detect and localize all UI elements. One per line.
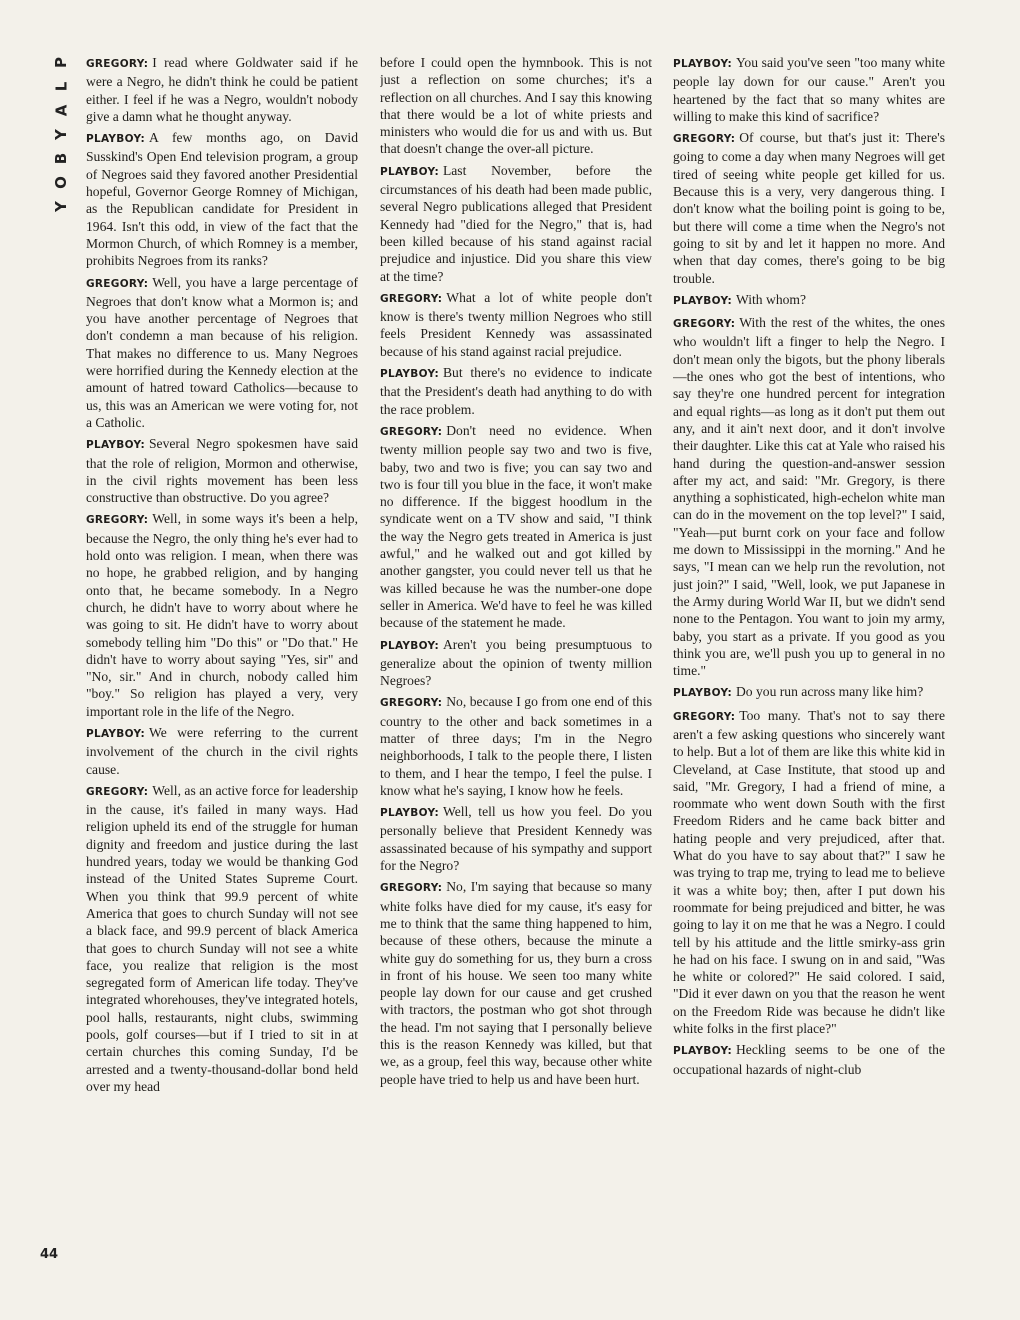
paragraph-text: But there's no evidence to indicate that the President's death had anything to do with the race problem. (380, 365, 652, 417)
paragraph-text: before I could open the hymnbook. This is not just a reflection on some churches; it's a reflection on all churches. And I say this knowing that there would be a lot of white priests and ministers who would die for us and with us. But that doesn't change the over-all picture. (380, 55, 652, 157)
speaker-label: PLAYBOY: (673, 687, 732, 700)
speaker-label: PLAYBOY: (673, 1045, 732, 1058)
interview-paragraph (86, 435, 358, 506)
interview-paragraph (380, 54, 652, 158)
interview-paragraph (380, 878, 652, 1088)
interview-paragraph (380, 693, 652, 799)
masthead-letter: Y (52, 128, 70, 140)
speaker-label: PLAYBOY: (86, 727, 145, 740)
paragraph-text: Well, as an active force for leadership in the cause, it's failed in many ways. Had religion upheld its end of the struggle for human dignity and freedom and justice during the last hundred years, today we would be thanking God instead of the United States Supreme Court. When you think that 99.9 percent of white America that goes to church Sunday will not see a black face, and 99.9 percent of black America that goes to church Sunday will not see a white face, you realize that religion is the most segregated form of American life today. They've integrated whorehouses, they've integrated hotels, pool halls, restaurants, night clubs, swimming pools, golf courses—but if I tried to sit in at certain churches this coming Sunday, I'd be arrested and a twenty-thousand-dollar bond held over my head (86, 782, 358, 1094)
interview-paragraph (86, 782, 358, 1095)
paragraph-text: With whom? (735, 291, 807, 307)
paragraph-text: I read where Goldwater said if he were a Negro, he didn't think he could be patient either. I feel if he was a Negro, wouldn't nobody give a damn what he thought anyway. (86, 55, 358, 124)
speaker-label: GREGORY: (380, 292, 443, 305)
paragraph-text: Heckling seems to be one of the occupational hazards of night-club (673, 1042, 945, 1077)
paragraph-text: Too many. That's not to say there aren't a few asking questions who sincerely want to help. But a lot of them are like this white kid in Cleveland, at Case Institute, that stood up and said, "Mr. Gregory, I had a friend of mine, a roommate who went down South with the first Freedom Riders and he came back bitter and hating people and very prejudiced, after that. What do you have to say about that?" I saw he was trying to trap me, trying to lead me to believe it was a white boy; then, after I put down his roommate for being prejudiced and bitter, he was going to lay it on me that he was a Negro. I could tell by his attitude and the little smirky-ass grin he had on his face. I swung on in and said, "Was he white or colored?" He said colored. I said, "Did it ever dawn on you that the reason he went on the Freedom Ride was because he didn't like white folks in the first place?" (673, 707, 945, 1037)
masthead-letter: Y (52, 200, 70, 212)
interview-paragraph (86, 274, 358, 432)
paragraph-text: A few months ago, on David Susskind's Open End television program, a group of Negroes said they favored another Presidential hopeful, Governor George Romney of Michigan, as the Republican candidate for President in 1964. Isn't this odd, in view of the fact that the Mormon Church, of which Romney is a member, prohibits Negroes from its ranks? (86, 130, 358, 269)
interview-paragraph (380, 162, 652, 285)
speaker-label: GREGORY: (380, 425, 443, 438)
interview-paragraph (380, 636, 652, 690)
interview-paragraph (673, 129, 945, 287)
masthead-letter: A (51, 103, 70, 117)
paragraph-text: Last November, before the circumstances of his death had been made public, several Negro publications alleged that President Kennedy had "died for the Negro," that is, had been killed because of his stand against racial prejudice and injustice. Did you share this view at the time? (380, 162, 652, 284)
speaker-label: GREGORY: (86, 785, 149, 798)
interview-paragraph (673, 1041, 945, 1078)
speaker-label: PLAYBOY: (380, 807, 439, 820)
interview-paragraph (380, 289, 652, 360)
masthead-letter: O (51, 175, 70, 189)
speaker-label: PLAYBOY: (673, 294, 732, 307)
interview-paragraph (86, 510, 358, 720)
interview-paragraph (380, 803, 652, 874)
page-number: 44 (40, 1247, 59, 1262)
paragraph-text: Well, you have a large percentage of Negroes that don't know what a Mormon is; and you have another percentage of Negroes that don't condemn a man because of his religion. That makes no difference to us. Many Negroes were horrified during the Kennedy election at the amount of hatred toward Catholics—because to us, this was an American we were voting for, not a Catholic. (86, 274, 358, 430)
interview-paragraph (86, 129, 358, 269)
speaker-label: GREGORY: (86, 277, 149, 290)
interview-paragraph (673, 54, 945, 125)
interview-paragraph (673, 683, 945, 702)
speaker-label: PLAYBOY: (86, 133, 145, 146)
interview-paragraph (86, 724, 358, 778)
speaker-label: PLAYBOY: (86, 439, 145, 452)
paragraph-text: What a lot of white people don't know is there's twenty million Negroes who still feels President Kennedy was assassinated because of his stand against racial prejudice. (380, 289, 652, 359)
interview-paragraph (673, 291, 945, 310)
paragraph-text: No, because I go from one end of this country to the other and back sometimes in a matter of three days; I'm in the Negro neighborhoods, I talk to the people there, I listen to them, and I hear the tempo, I feel the pulse. I know what he's saying, I know how he feels. (380, 694, 652, 798)
speaker-label: GREGORY: (380, 882, 443, 895)
speaker-label: GREGORY: (673, 318, 736, 331)
interview-paragraph (673, 707, 945, 1038)
paragraph-text: No, I'm saying that because so many white folks have died for my cause, it's easy for me to think that the same thing happened to him, because of these others, because the minute a white guy do something for us, they burn a cross in front of his house. We seen too many white people lay down for our cause and get crushed with tractors, the postman who got shot through the head. I'm not saying that I personally believe this is the reason Kennedy was killed, but that we, as a group, feel this way, because other white people have tried to help us and have been hurt. (380, 879, 652, 1087)
speaker-label: GREGORY: (86, 514, 149, 527)
speaker-label: PLAYBOY: (380, 165, 439, 178)
interview-paragraph (380, 422, 652, 632)
paragraph-text: Several Negro spokesmen have said that the role of religion, Mormon and otherwise, in the civil rights movement has been less constructive than obstructive. Do you agree? (86, 436, 358, 506)
paragraph-text: You said you've seen "too many white people lay down for our cause." Aren't you heartened by the fact that so many whites are willing to make this kind of sacrifice? (673, 55, 945, 124)
speaker-label: PLAYBOY: (380, 368, 439, 381)
paragraph-text: Aren't you being presumptuous to generalize about the opinion of twenty million Negroes? (380, 636, 652, 689)
masthead-letter: P (52, 56, 70, 68)
speaker-label: GREGORY: (86, 58, 149, 70)
interview-paragraph (673, 314, 945, 679)
paragraph-text: Well, in some ways it's been a help, because the Negro, the only thing he's ever had to hold onto was religion. I mean, when there was no hope, he grabbed religion, and by hanging onto that, he became somebody. In a Negro church, he didn't have to worry about where he was going to sit. He didn't have to worry about somebody telling him "Do this" or "Do that." He didn't have to worry about saying "Yes, sir" and "No, sir." And in church, nobody called him "boy." So religion has played a very, very important role in the life of the Negro. (86, 511, 358, 719)
playboy-masthead (50, 52, 72, 216)
speaker-label: GREGORY: (673, 710, 736, 723)
interview-paragraph (86, 54, 358, 125)
interview-paragraph (380, 364, 652, 418)
paragraph-text: Don't need no evidence. When twenty million people say two and two is five, baby, two and two is five; you can say two and two is four till you blue in the face, it won't make no difference. If the biggest hoodlum in the syndicate went on a TV show and said, "I think the way the Negro gets treated in America is just awful," and he walked out and got killed by another gangster, you could never tell us that he was killed because he was the number-one dope seller in America. We'd have to feel he was killed because of the statement he made. (380, 422, 652, 631)
masthead-letter: B (52, 151, 70, 165)
speaker-label: GREGORY: (673, 133, 736, 146)
text-column-2 (380, 54, 652, 1264)
paragraph-text: Well, tell us how you feel. Do you personally believe that President Kennedy was assassinated because of his sympathy and support for the Negro? (380, 804, 652, 874)
speaker-label: PLAYBOY: (673, 58, 732, 70)
paragraph-text: We were referring to the current involvement of the church in the civil rights cause. (86, 724, 358, 777)
speaker-label: GREGORY: (380, 697, 443, 710)
paragraph-text: Do you run across many like him? (735, 684, 924, 700)
masthead-letter: L (52, 80, 70, 92)
text-column-3 (673, 54, 945, 1264)
paragraph-text: With the rest of the whites, the ones who wouldn't lift a finger to help the Negro. I don't mean only the bigots, but the phony liberals—the ones who got the best of intentions, who say they're one hundred percent for integration and equal rights—as long as it don't put them out any, and it ain't next door, and it don't involve their daughter. Like this cat at Yale who raised his hand during the question-and-answer session after my act, and said: "Mr. Gregory, is there anything a sophisticated, high-echelon white man can do in the movement on the top level?" I said, "Yeah—put burnt cork on your face and follow me down to Mississippi in the morning." And he says, "I mean can we help run the revolution, not just join?" I said, "Well, look, we put Japanese in the Army during World War II, but we didn't send none to the Pentagon. You want to join my army, baby, you start as a private. If you good as you think you are, we'll push you up to general in no time." (673, 315, 945, 679)
speaker-label: PLAYBOY: (380, 639, 439, 652)
text-column-1 (86, 54, 358, 1264)
paragraph-text: Of course, but that's just it: There's going to come a day when many Negroes will get tired of seeing white people get killed for us. Because this is a very, very dangerous thing. I don't know what the boiling point is going to be, but there will come a time when the Negro's not going to sit by and let it happen no more. And when that day comes, there's going to be big trouble. (673, 130, 945, 286)
